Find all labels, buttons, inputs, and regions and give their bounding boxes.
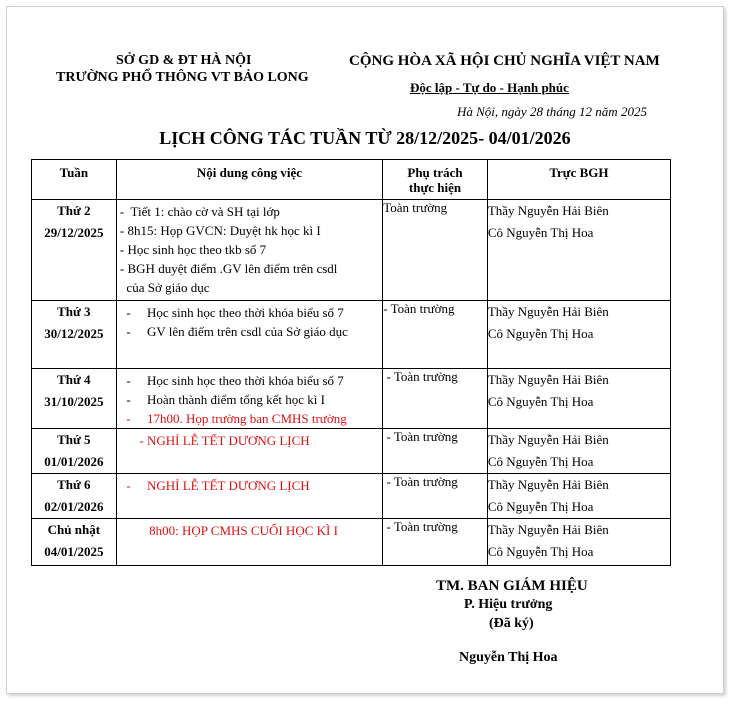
task-item: 8h00: HỌP CMHS CUỐI HỌC KÌ I xyxy=(116,523,338,538)
responsible-cell xyxy=(383,369,488,429)
day-cell xyxy=(32,474,117,519)
responsible-text: - Toàn trường xyxy=(383,301,455,316)
duty-cell xyxy=(487,519,670,566)
duty-person-1: Thầy Nguyễn Hải Biên xyxy=(487,432,609,447)
org-line-1: SỞ GD & ĐT HÀ NỘI xyxy=(116,53,252,68)
responsible-text: - Toàn trường xyxy=(383,519,458,534)
task-item: - Học sinh học theo thời khóa biểu số 7 xyxy=(116,305,344,320)
tasks-cell xyxy=(116,301,383,369)
duty-cell xyxy=(487,429,670,474)
header-week: Tuần xyxy=(32,160,117,200)
date-line: Hà Nội, ngày 28 tháng 12 năm 2025 xyxy=(457,104,647,119)
duty-person-2: Cô Nguyễn Thị Hoa xyxy=(487,225,594,240)
duty-person-2: Cô Nguyễn Thị Hoa xyxy=(487,454,594,469)
document-title xyxy=(0,128,730,149)
task-item: - GV lên điểm trên csdl của Sở giáo dục xyxy=(116,324,348,339)
day-date: 02/01/2026 xyxy=(44,499,104,514)
schedule-table xyxy=(31,159,671,566)
tasks-cell xyxy=(116,474,383,519)
table-row xyxy=(32,429,671,474)
header-responsible xyxy=(383,160,488,200)
title-main: LỊCH CÔNG TÁC TUẦN TỪ 28/12/2025 xyxy=(159,128,479,148)
tasks-cell xyxy=(116,429,383,474)
header-responsible-line1: Phụ trách xyxy=(407,165,463,180)
day-cell xyxy=(32,369,117,429)
responsible-text: Toàn trường xyxy=(383,200,448,215)
day-date: 31/10/2025 xyxy=(44,394,104,409)
day-name: Thứ 6 xyxy=(57,477,91,492)
tasks-cell xyxy=(116,369,383,429)
table-row xyxy=(32,369,671,429)
duty-person-1: Thầy Nguyễn Hải Biên xyxy=(487,522,609,537)
national-motto: Độc lập - Tự do - Hạnh phúc xyxy=(410,80,569,95)
responsible-cell xyxy=(383,429,488,474)
responsible-cell xyxy=(383,519,488,566)
header-responsible-line2: thực hiện xyxy=(408,180,462,195)
duty-person-1: Thầy Nguyễn Hải Biên xyxy=(487,372,609,387)
duty-person-2: Cô Nguyễn Thị Hoa xyxy=(487,326,594,341)
responsible-text: - Toàn trường xyxy=(383,369,458,384)
signature-role: P. Hiệu trưởng xyxy=(464,597,553,612)
duty-cell xyxy=(487,200,670,301)
day-cell xyxy=(32,200,117,301)
responsible-text: - Toàn trường xyxy=(383,474,458,489)
table-row xyxy=(32,474,671,519)
task-item: - NGHỈ LỄ TẾT DƯƠNG LỊCH xyxy=(116,478,310,493)
day-name: Chủ nhật xyxy=(47,522,101,537)
title-end: - 04/01/2026 xyxy=(478,128,571,148)
table-row xyxy=(32,200,671,301)
duty-person-2: Cô Nguyễn Thị Hoa xyxy=(487,499,594,514)
day-date: 29/12/2025 xyxy=(44,225,104,240)
responsible-text: - Toàn trường xyxy=(383,429,458,444)
task-item: - 8h15: Họp GVCN: Duyệt hk học kì I xyxy=(116,223,321,238)
duty-cell xyxy=(487,301,670,369)
responsible-cell xyxy=(383,474,488,519)
responsible-cell xyxy=(383,200,488,301)
header-duty: Trực BGH xyxy=(487,160,670,200)
signature-title: TM. BAN GIÁM HIỆU xyxy=(436,578,588,594)
org-line-2: TRƯỜNG PHỔ THÔNG VT BẢO LONG xyxy=(56,70,309,85)
duty-cell xyxy=(487,474,670,519)
table-row xyxy=(32,519,671,566)
task-item: - Học sinh học theo tkb số 7 xyxy=(116,242,267,257)
table-row xyxy=(32,301,671,369)
day-name: Thứ 3 xyxy=(57,304,91,319)
task-item: - Tiết 1: chào cờ và SH tại lớp xyxy=(116,204,280,219)
duty-cell xyxy=(487,369,670,429)
signature-name: Nguyễn Thị Hoa xyxy=(459,650,558,665)
signature-status: (Đã ký) xyxy=(489,616,534,631)
duty-person-1: Thầy Nguyễn Hải Biên xyxy=(487,203,609,218)
day-name: Thứ 4 xyxy=(57,372,91,387)
responsible-cell xyxy=(383,301,488,369)
task-item: - NGHỈ LỄ TẾT DƯƠNG LỊCH xyxy=(116,433,310,448)
day-name: Thứ 5 xyxy=(57,432,91,447)
duty-person-1: Thầy Nguyễn Hải Biên xyxy=(487,304,609,319)
day-name: Thứ 2 xyxy=(57,203,91,218)
tasks-cell xyxy=(116,200,383,301)
task-item: - Hoàn thành điểm tổng kết học kì I xyxy=(116,392,325,407)
task-item: - 17h00. Họp trường ban CMHS trường xyxy=(116,411,347,426)
tasks-cell xyxy=(116,519,383,566)
task-item: - Học sinh học theo thời khóa biểu số 7 xyxy=(116,373,344,388)
day-date: 04/01/2025 xyxy=(44,544,104,559)
duty-person-1: Thầy Nguyễn Hải Biên xyxy=(487,477,609,492)
day-date: 01/01/2026 xyxy=(44,454,104,469)
task-item: - BGH duyệt điểm .GV lên điểm trên csdl xyxy=(116,261,338,276)
duty-person-2: Cô Nguyễn Thị Hoa xyxy=(487,544,594,559)
header-content: Nội dung công việc xyxy=(116,160,383,200)
national-title: CỘNG HÒA XÃ HỘI CHỦ NGHĨA VIỆT NAM xyxy=(349,53,660,69)
duty-person-2: Cô Nguyễn Thị Hoa xyxy=(487,394,594,409)
day-cell xyxy=(32,301,117,369)
day-cell xyxy=(32,519,117,566)
day-date: 30/12/2025 xyxy=(44,326,104,341)
day-cell xyxy=(32,429,117,474)
task-item: của Sở giáo dục xyxy=(116,280,210,295)
